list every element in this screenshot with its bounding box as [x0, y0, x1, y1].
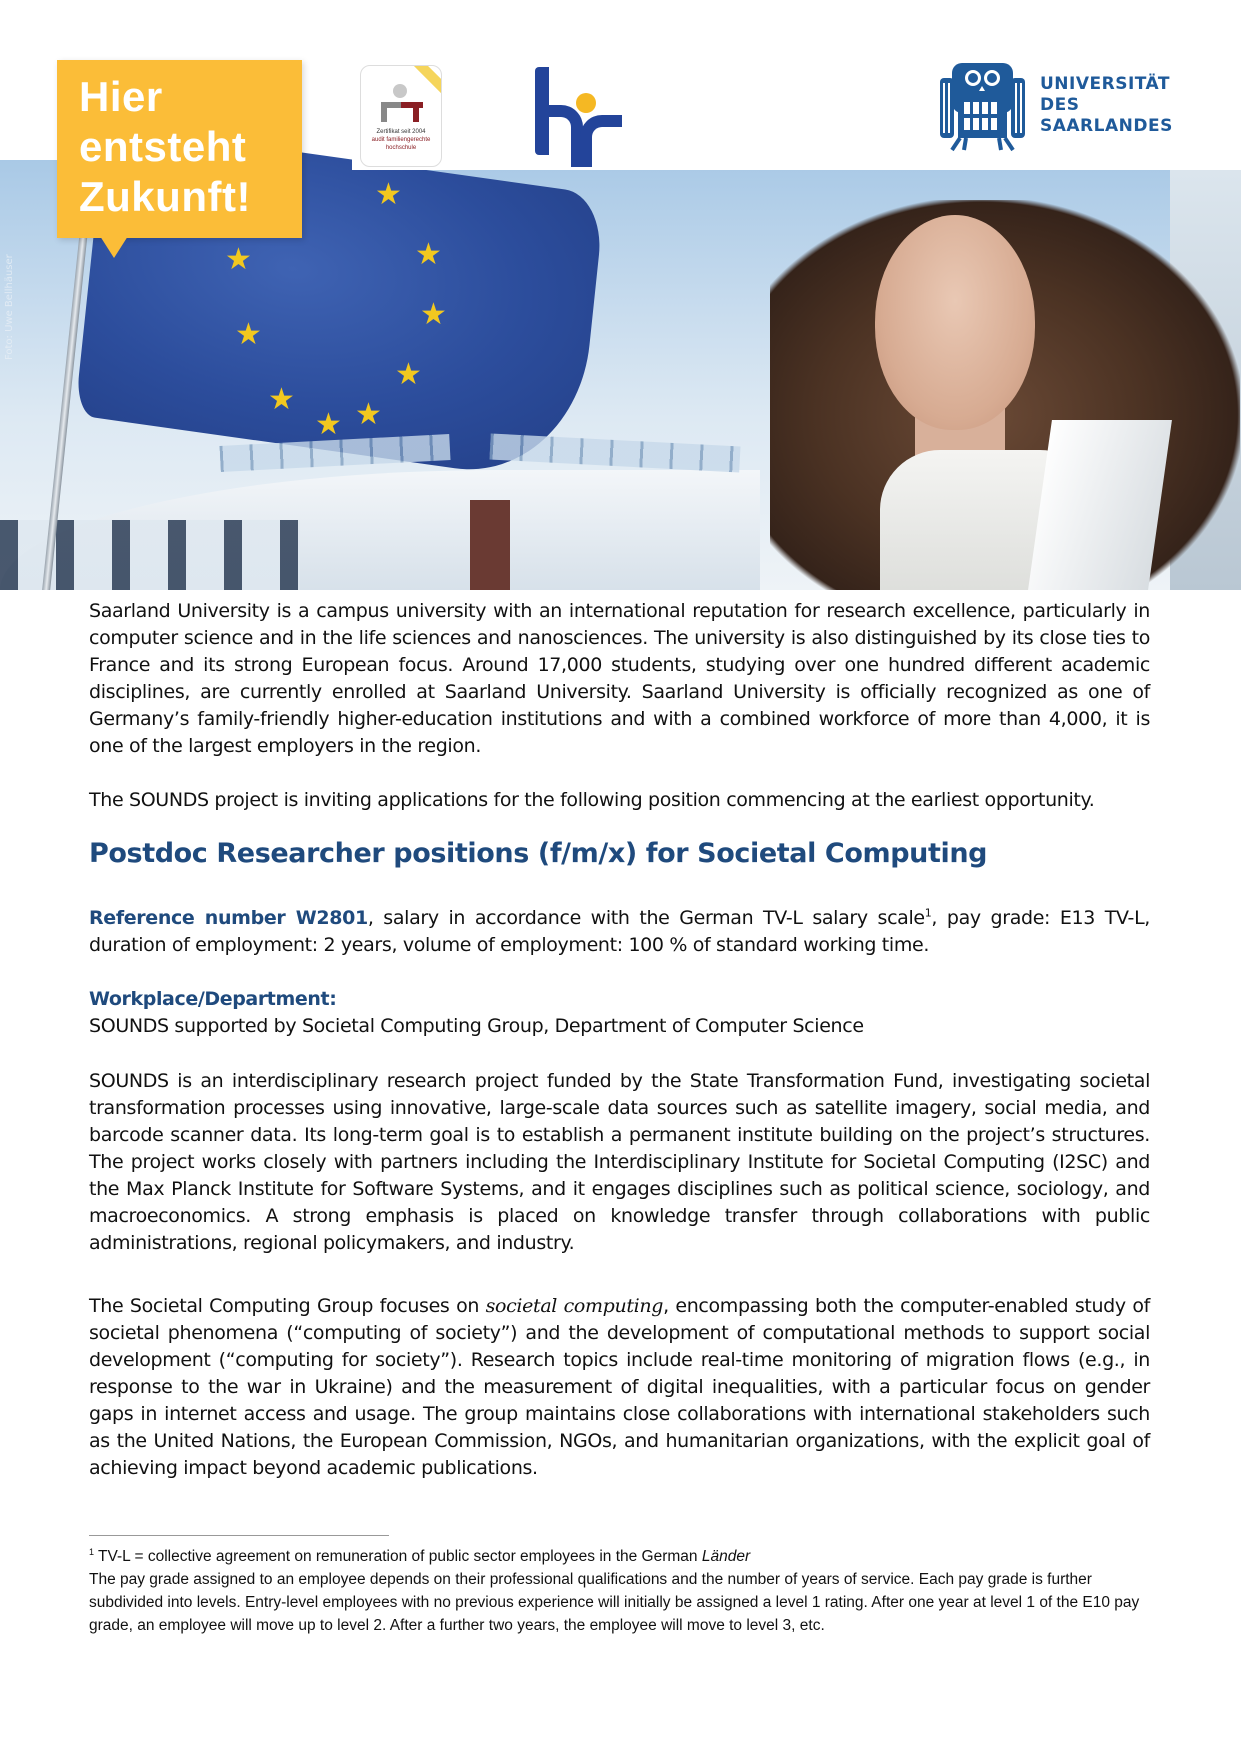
- ribbon-icon: [409, 65, 442, 96]
- workplace-heading: Workplace/Department:: [89, 988, 337, 1010]
- invitation-paragraph: The SOUNDS project is inviting applications for the following position commencing at the earliest opportunity.: [89, 789, 1095, 811]
- footnote-divider: [89, 1535, 389, 1536]
- slogan-badge-tail: [100, 236, 128, 258]
- hero-banner: [0, 0, 1241, 590]
- hr-excellence-logo: [535, 65, 615, 157]
- eu-star-icon: ★: [268, 382, 295, 417]
- photo-credit: Foto: Uwe Bellhäuser: [4, 254, 15, 360]
- slogan-text: Hier entsteht Zukunft!: [79, 73, 251, 220]
- page-title: Postdoc Researcher positions (f/m/x) for Societal Computing: [89, 838, 988, 869]
- family-audit-certificate-logo: Zertifikat seit 2004 audit familiengerechte hochschule: [360, 65, 442, 167]
- reference-number: Reference number W2801: [89, 907, 368, 929]
- group-paragraph: The Societal Computing Group focuses on societal computing, encompassing both the computer-enabled study of societal phenomena (“computing of society”) and the development of computational methods to support social development (“computing for society”). Research topics include real-time monitoring of migration flows (e.g., in response to the war in Ukraine) and the measurement of digital inequalities, with a particular focus on gender gaps in internet access and usage. The group maintains close collaborations with international stakeholders such as the United Nations, the European Commission, NGOs, and humanitarian organizations, with the explicit goal of achieving impact beyond academic publications.: [89, 1295, 1150, 1479]
- reference-paragraph: Reference number W2801, salary in accordance with the German TV-L salary scale$^1$, pay grade: E13 TV-L, duration of employment: 2 years, volume of employment: 100 % of standard working time.: [89, 906, 1150, 956]
- workplace-text: SOUNDS supported by Societal Computing Group, Department of Computer Science: [89, 1015, 864, 1037]
- footnote-text: The pay grade assigned to an employee depends on their professional qualifications and the number of years of service. Each pay grade is further subdivided into levels. Entry-level employees with no previous experience will initially be assigned a level 1 rating. After one year at level 1 of the E10 pay grade, an employee will move up to level 2. After a further two years, the employee will move to level 3, etc.: [89, 1571, 1140, 1634]
- eu-star-icon: ★: [225, 242, 252, 277]
- owl-icon: [940, 58, 1025, 153]
- eu-star-icon: ★: [420, 297, 447, 332]
- eu-star-icon: ★: [235, 317, 262, 352]
- eu-star-icon: ★: [355, 397, 382, 432]
- eu-star-icon: ★: [315, 407, 342, 442]
- footnote-mark: 1: [89, 1546, 95, 1557]
- portrait-folder: [1028, 420, 1172, 590]
- sculpture-stand: [470, 500, 510, 590]
- sculpture: [220, 440, 740, 480]
- university-name: UNIVERSITÄT DES SAARLANDES: [1040, 74, 1173, 136]
- portrait-face: [875, 215, 1035, 430]
- intro-paragraph: Saarland University is a campus university with an international reputation for research excellence, particularly in computer science and in the life sciences and nanosciences. The university is also distinguished by its close ties to France and its strong European focus. Around 17,000 students, studying over one hundred different academic disciplines, are currently enrolled at Saarland University. Saarland University is officially recognized as one of Germany’s family-friendly higher-education institutions and with a combined workforce of more than 4,000, it is one of the largest employers in the region.: [89, 600, 1150, 757]
- university-logo: [940, 58, 1180, 158]
- footnote-ref[interactable]: 1: [924, 906, 932, 920]
- sounds-paragraph: SOUNDS is an interdisciplinary research project funded by the State Transformation Fund, investigating societal transformation processes using innovative, large-scale data sources such as satellite imagery, social media, and barcode scanner data. Its long-term goal is to establish a permanent institute building on the project’s structures. The project works closely with partners including the Interdisciplinary Institute for Societal Computing (I2SC) and the Max Planck Institute for Software Systems, and it engages disciplines such as political science, sociology, and macroeconomics. A strong emphasis is placed on knowledge transfer through collaborations with public administrations, regional policymakers, and industry.: [89, 1070, 1150, 1254]
- eu-star-icon: ★: [375, 177, 402, 212]
- footnote: $^1$ TV-L = collective agreement on remuneration of public sector employees in the German Länder The pay grade assigned to an employee depends on their professional qualifications and the number of years of service. Each pay grade is further subdivided into levels. Entry-level employees with no previous experience will initially be assigned a level 1 rating. After one year at level 1 of the E10 pay grade, an employee will move up to level 2. After a further two years, the employee will move to level 3, etc.: [89, 1545, 1150, 1637]
- eu-star-icon: ★: [415, 237, 442, 272]
- eu-star-icon: ★: [395, 357, 422, 392]
- slogan-badge: [57, 60, 302, 238]
